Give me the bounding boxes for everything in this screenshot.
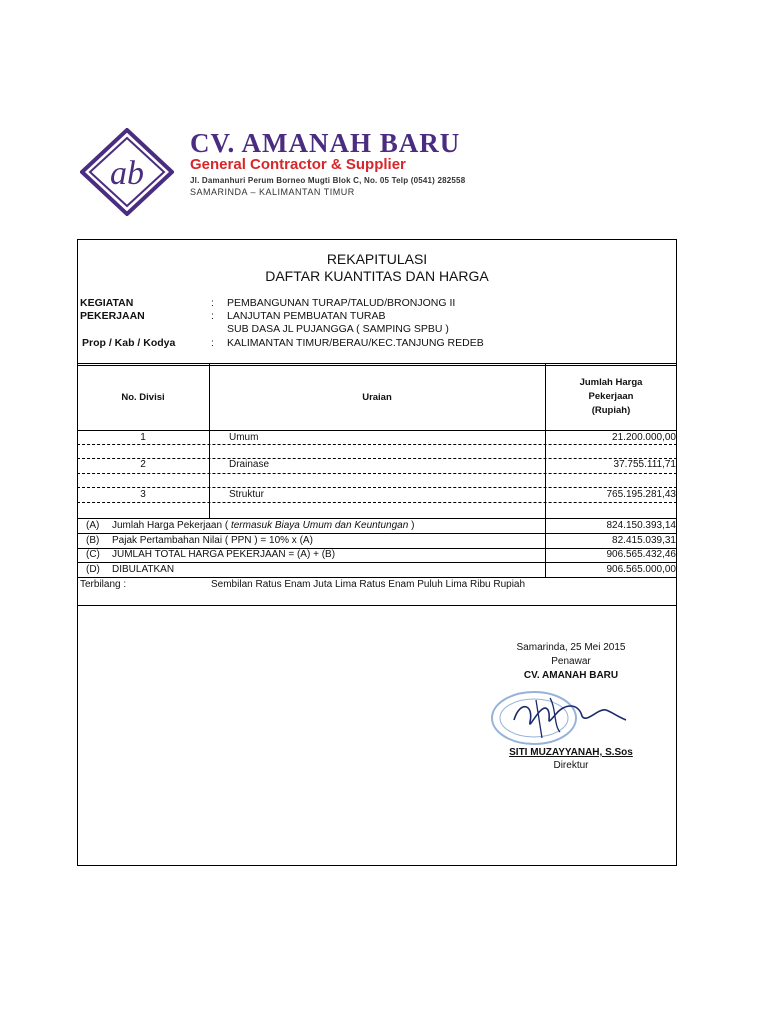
summary-b-label: Pajak Pertambahan Nilai ( PPN ) = 10% x (A) (112, 535, 313, 546)
summary-a-value: 824.150.393,14 (606, 520, 676, 531)
company-name: CV. AMANAH BARU (190, 128, 461, 158)
summary-a-label-italic: termasuk Biaya Umum dan Keuntungan (230, 520, 409, 531)
summary-d-code: (D) (86, 564, 100, 575)
row-3-jumlah: 765.195.281,43 (606, 489, 676, 500)
table-top-border-double (77, 365, 677, 366)
row-divider (77, 473, 677, 474)
company-stamp-and-signature (486, 680, 636, 750)
pekerjaan-colon: : (211, 310, 214, 322)
summary-top-border (77, 518, 677, 519)
summary-d-label: DIBULATKAN (112, 564, 175, 575)
summary-a-label-text: Jumlah Harga Pekerjaan ( (112, 520, 229, 531)
header-jumlah-2: Pekerjaan (588, 391, 634, 402)
header-jumlah-1: Jumlah Harga (579, 377, 643, 388)
logo-text: ab (110, 155, 144, 192)
summary-divider (77, 577, 677, 578)
table-header-divider (77, 430, 677, 431)
signature-company: CV. AMANAH BARU (523, 670, 619, 681)
table-top-border (77, 363, 677, 364)
company-city: SAMARINDA – KALIMANTAN TIMUR (190, 187, 355, 197)
summary-divider (77, 562, 677, 563)
row-1-jumlah: 21.200.000,00 (612, 432, 676, 443)
signer-role: Penawar (551, 656, 591, 667)
row-1-uraian: Umum (229, 432, 259, 443)
company-logo (80, 128, 174, 216)
document-title: REKAPITULASI (326, 251, 428, 267)
company-address: Jl. Damanhuri Perum Borneo Mugti Blok C, No. 05 Telp (0541) 282558 (190, 176, 466, 185)
summary-a-label-close: ) (411, 520, 415, 531)
summary-d-value: 906.565.000,00 (606, 564, 676, 575)
row-2-uraian: Drainase (229, 459, 270, 470)
lokasi-label: Prop / Kab / Kodya (82, 337, 176, 349)
row-divider (77, 444, 677, 445)
pekerjaan-value-1: LANJUTAN PEMBUATAN TURAB (227, 310, 386, 322)
row-divider (77, 502, 677, 503)
lokasi-value: KALIMANTAN TIMUR/BERAU/KEC.TANJUNG REDEB (227, 337, 484, 349)
summary-c-code: (C) (86, 549, 100, 560)
kegiatan-colon: : (211, 297, 214, 309)
signer-position: Direktur (553, 760, 589, 771)
summary-c-value: 906.565.432,46 (606, 549, 676, 560)
kegiatan-label: KEGIATAN (80, 297, 134, 309)
row-3-no: 3 (140, 489, 146, 500)
lokasi-colon: : (211, 337, 214, 349)
summary-c-label: JUMLAH TOTAL HARGA PEKERJAAN = (A) + (B) (112, 549, 336, 560)
signer-name: SITI MUZAYYANAH, S.Sos (509, 747, 633, 758)
company-tagline: General Contractor & Supplier (190, 156, 406, 173)
header-no-divisi: No. Divisi (121, 392, 165, 403)
kegiatan-value: PEMBANGUNAN TURAP/TALUD/BRONJONG II (227, 297, 456, 309)
pekerjaan-label: PEKERJAAN (80, 310, 145, 322)
table-col-divider-1 (209, 363, 210, 518)
row-divider (77, 487, 677, 488)
summary-divider (77, 533, 677, 534)
row-2-no: 2 (140, 459, 146, 470)
summary-b-value: 82.415.039,31 (612, 535, 676, 546)
terbilang-value: Sembilan Ratus Enam Juta Lima Ratus Enam Puluh Lima Ribu Rupiah (211, 579, 526, 590)
header-jumlah-3: (Rupiah) (591, 405, 631, 416)
summary-b-code: (B) (86, 535, 100, 546)
row-3-uraian: Struktur (229, 489, 265, 500)
terbilang-bottom-border (77, 605, 677, 606)
pekerjaan-value-2: SUB DASA JL PUJANGGA ( SAMPING SPBU ) (227, 323, 449, 335)
summary-a-label (112, 520, 414, 531)
summary-a-code: (A) (86, 520, 100, 531)
row-2-jumlah: 37.755.111,71 (613, 459, 676, 470)
place-date: Samarinda, 25 Mei 2015 (516, 642, 626, 653)
document-subtitle: DAFTAR KUANTITAS DAN HARGA (265, 268, 489, 284)
header-uraian: Uraian (362, 392, 392, 403)
row-1-no: 1 (140, 432, 146, 443)
terbilang-label: Terbilang : (80, 579, 127, 590)
